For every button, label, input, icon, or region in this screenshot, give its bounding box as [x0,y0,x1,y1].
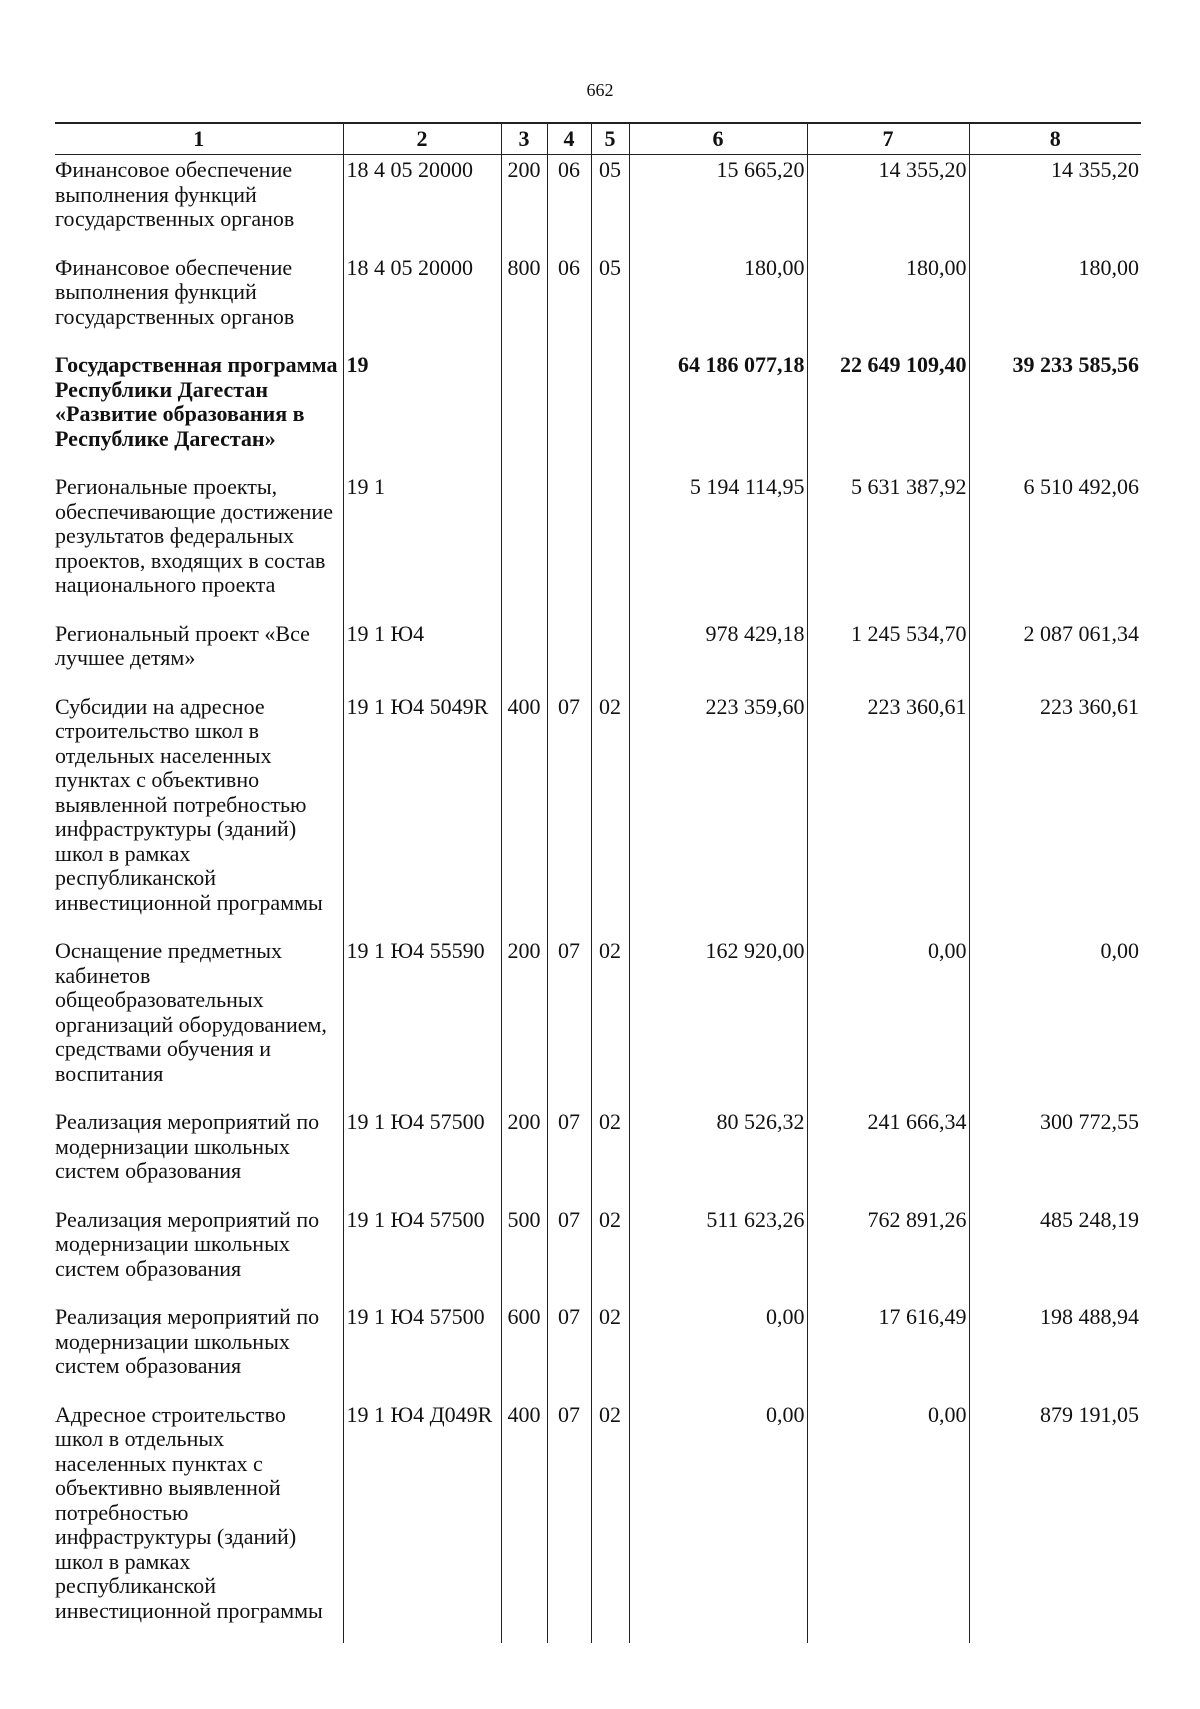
row-amount-col8-cell: 6 510 492,06 [969,471,1141,618]
row-name-cell: Финансовое обеспечение выполнения функций государственных органов [55,155,343,252]
row-section-cell [547,349,591,471]
page-number: 662 [586,80,614,100]
row-name-cell: Реализация мероприятий по модернизации школьных систем образования [55,1204,343,1302]
row-name-cell: Оснащение предметных кабинетов общеобразовательных организаций оборудованием, средствами обучения и воспитания [55,935,343,1106]
row-amount-col6-cell: 64 186 077,18 [629,349,807,471]
row-amount-col8-cell: 879 191,05 [969,1399,1141,1644]
row-subsection-cell [591,618,629,691]
row-amount-col6-cell: 223 359,60 [629,691,807,936]
row-section-cell: 06 [547,155,591,252]
row-code-cell: 19 1 Ю4 Д049R [343,1399,501,1644]
row-name-cell: Адресное строительство школ в отдельных населенных пунктах с объективно выявленной потребностью инфраструктуры (зданий) школ в рамках республиканской инвестиционной программы [55,1399,343,1644]
row-amount-col8-cell: 300 772,55 [969,1106,1141,1204]
row-code-cell: 19 1 Ю4 5049R [343,691,501,936]
row-name-cell: Региональный проект «Все лучшее детям» [55,618,343,691]
row-section-cell: 07 [547,935,591,1106]
col-header-8: 8 [969,123,1141,155]
row-expense-type-cell: 800 [501,252,547,350]
row-expense-type-cell: 400 [501,1399,547,1644]
row-section-cell: 07 [547,1106,591,1204]
table-row [55,935,1141,1106]
row-amount-col7-cell: 180,00 [807,252,969,350]
table-row [55,349,1141,471]
row-section-cell: 07 [547,1301,591,1399]
row-expense-type-cell: 200 [501,935,547,1106]
row-subsection-cell [591,349,629,471]
table-row [55,1204,1141,1302]
row-name-cell: Государственная программа Республики Дагестан «Развитие образования в Республике Дагестан» [55,349,343,471]
row-amount-col7-cell: 241 666,34 [807,1106,969,1204]
row-code-cell: 19 1 Ю4 57500 [343,1106,501,1204]
row-section-cell: 06 [547,252,591,350]
row-name-cell: Реализация мероприятий по модернизации школьных систем образования [55,1106,343,1204]
row-amount-col7-cell: 5 631 387,92 [807,471,969,618]
col-header-7: 7 [807,123,969,155]
row-expense-type-cell: 400 [501,691,547,936]
budget-table [55,122,1141,1643]
row-amount-col6-cell: 162 920,00 [629,935,807,1106]
row-name-cell: Финансовое обеспечение выполнения функций государственных органов [55,252,343,350]
row-subsection-cell: 02 [591,1399,629,1644]
row-section-cell: 07 [547,1204,591,1302]
row-subsection-cell: 05 [591,155,629,252]
row-code-cell: 19 1 Ю4 55590 [343,935,501,1106]
table-row [55,1301,1141,1399]
row-code-cell: 18 4 05 20000 [343,252,501,350]
table-row [55,252,1141,350]
row-amount-col6-cell: 180,00 [629,252,807,350]
row-section-cell [547,471,591,618]
row-amount-col8-cell: 180,00 [969,252,1141,350]
row-subsection-cell: 02 [591,691,629,936]
row-name-cell: Реализация мероприятий по модернизации школьных систем образования [55,1301,343,1399]
col-header-4: 4 [547,123,591,155]
row-code-cell: 19 1 Ю4 57500 [343,1301,501,1399]
table-row [55,618,1141,691]
row-subsection-cell: 02 [591,1204,629,1302]
row-amount-col6-cell: 80 526,32 [629,1106,807,1204]
row-amount-col8-cell: 14 355,20 [969,155,1141,252]
col-header-5: 5 [591,123,629,155]
row-expense-type-cell: 500 [501,1204,547,1302]
row-amount-col6-cell: 978 429,18 [629,618,807,691]
row-subsection-cell [591,471,629,618]
row-amount-col8-cell: 198 488,94 [969,1301,1141,1399]
table-row [55,155,1141,252]
row-expense-type-cell: 600 [501,1301,547,1399]
row-subsection-cell: 02 [591,1301,629,1399]
table-body [55,155,1141,1644]
row-subsection-cell: 02 [591,935,629,1106]
row-expense-type-cell: 200 [501,155,547,252]
row-amount-col8-cell: 223 360,61 [969,691,1141,936]
row-name-cell: Региональные проекты, обеспечивающие достижение результатов федеральных проектов, входящих в состав национального проекта [55,471,343,618]
row-amount-col6-cell: 0,00 [629,1399,807,1644]
row-section-cell [547,618,591,691]
row-subsection-cell: 02 [591,1106,629,1204]
row-amount-col7-cell: 223 360,61 [807,691,969,936]
row-expense-type-cell [501,618,547,691]
row-section-cell: 07 [547,691,591,936]
row-amount-col7-cell: 17 616,49 [807,1301,969,1399]
row-amount-col7-cell: 1 245 534,70 [807,618,969,691]
row-amount-col6-cell: 511 623,26 [629,1204,807,1302]
row-subsection-cell: 05 [591,252,629,350]
col-header-6: 6 [629,123,807,155]
table-row [55,471,1141,618]
col-header-2: 2 [343,123,501,155]
row-code-cell: 19 1 Ю4 [343,618,501,691]
row-amount-col6-cell: 0,00 [629,1301,807,1399]
row-amount-col8-cell: 39 233 585,56 [969,349,1141,471]
row-expense-type-cell [501,349,547,471]
table-row [55,1106,1141,1204]
row-code-cell: 18 4 05 20000 [343,155,501,252]
row-amount-col6-cell: 5 194 114,95 [629,471,807,618]
row-code-cell: 19 1 Ю4 57500 [343,1204,501,1302]
row-amount-col8-cell: 0,00 [969,935,1141,1106]
row-amount-col7-cell: 762 891,26 [807,1204,969,1302]
row-code-cell: 19 [343,349,501,471]
row-amount-col8-cell: 485 248,19 [969,1204,1141,1302]
table-row [55,691,1141,936]
row-amount-col7-cell: 14 355,20 [807,155,969,252]
row-section-cell: 07 [547,1399,591,1644]
row-code-cell: 19 1 [343,471,501,618]
row-amount-col6-cell: 15 665,20 [629,155,807,252]
table-row [55,1399,1141,1644]
col-header-1: 1 [55,123,343,155]
row-amount-col7-cell: 22 649 109,40 [807,349,969,471]
row-amount-col7-cell: 0,00 [807,1399,969,1644]
row-amount-col7-cell: 0,00 [807,935,969,1106]
row-expense-type-cell [501,471,547,618]
col-header-3: 3 [501,123,547,155]
table-header-row [55,123,1141,155]
row-amount-col8-cell: 2 087 061,34 [969,618,1141,691]
row-name-cell: Субсидии на адресное строительство школ в отдельных населенных пунктах с объективно выявленной потребностью инфраструктуры (зданий) школ в рамках республиканской инвестиционной программы [55,691,343,936]
row-expense-type-cell: 200 [501,1106,547,1204]
